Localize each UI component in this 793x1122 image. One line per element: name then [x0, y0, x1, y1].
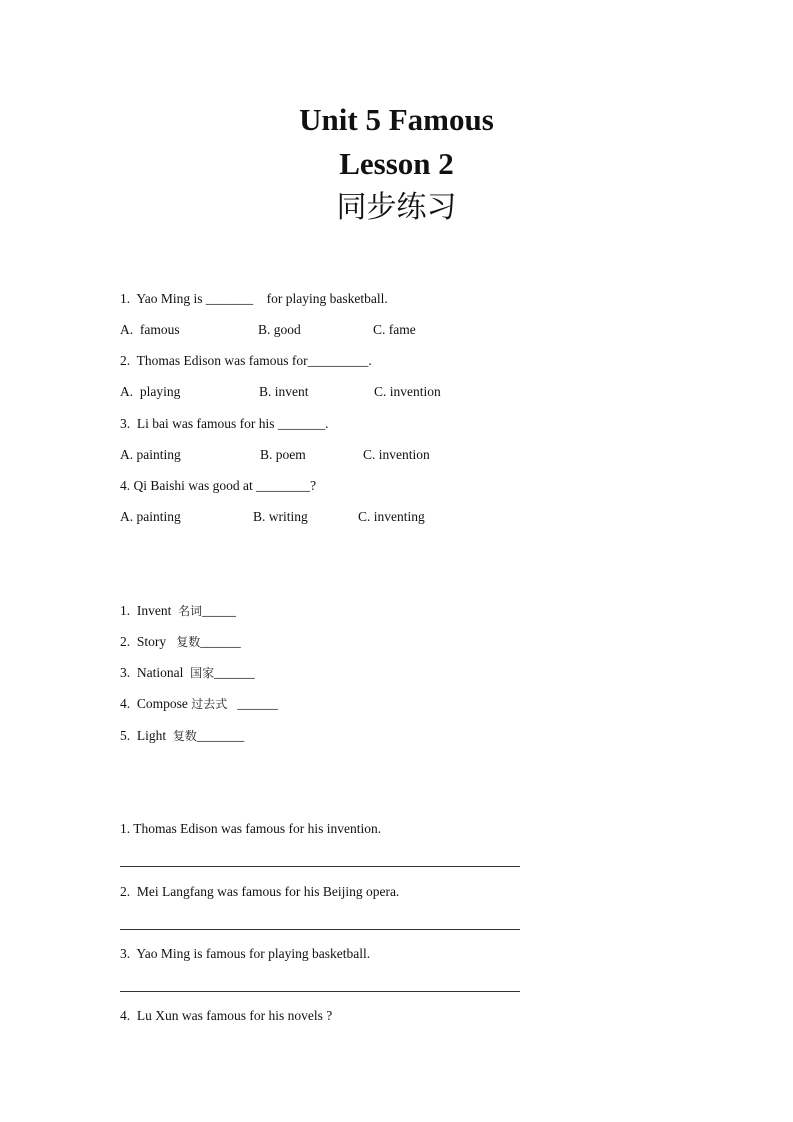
answer-blank: ______ — [214, 665, 255, 680]
word-item-1 — [120, 602, 236, 620]
word-form-hint: 复数 — [172, 729, 197, 743]
question-2: 2. Thomas Edison was famous for_________. — [120, 353, 372, 368]
word: 3. National — [120, 665, 191, 680]
answer-line-3 — [120, 991, 520, 992]
question-2-options — [120, 383, 520, 401]
option-c: C. inventing — [358, 509, 425, 524]
answer-blank: _______ — [196, 728, 245, 743]
answer-line-1 — [120, 866, 520, 867]
word-item-5 — [120, 727, 244, 745]
word-form-hint: 国家 — [190, 666, 215, 680]
question-4-options — [120, 508, 520, 526]
sentence-1: 1. Thomas Edison was famous for his invention. — [120, 821, 382, 836]
option-b: B. good — [258, 322, 301, 337]
question-3: 3. Li bai was famous for his _______. — [120, 416, 329, 431]
answer-blank: _____ — [202, 603, 236, 618]
answer-line-2 — [120, 929, 520, 930]
option-c: C. fame — [373, 322, 416, 337]
word-form-hint: 过去式 — [191, 697, 228, 711]
page-subtitle: 同步练习 — [336, 190, 457, 225]
answer-blank: ______ — [227, 696, 278, 711]
sentence-3: 3. Yao Ming is famous for playing basketball. — [120, 946, 371, 961]
lesson-title: Lesson 2 — [339, 146, 454, 181]
answer-blank: ______ — [200, 634, 241, 649]
option-c: C. invention — [363, 447, 430, 462]
sentence-4: 4. Lu Xun was famous for his novels ? — [120, 1008, 333, 1023]
option-a: A. famous — [120, 322, 180, 337]
word-item-2 — [120, 633, 241, 651]
title-block — [0, 98, 793, 230]
page-title: Unit 5 Famous — [299, 102, 494, 137]
word: 2. Story — [120, 634, 177, 649]
option-a: A. painting — [120, 509, 181, 524]
word-item-4 — [120, 695, 278, 713]
question-4: 4. Qi Baishi was good at ________? — [120, 478, 317, 493]
word-form-hint: 名词 — [178, 604, 203, 618]
question-3-options — [120, 446, 520, 464]
sentence-2: 2. Mei Langfang was famous for his Beijing opera. — [120, 884, 400, 899]
word-item-3 — [120, 664, 255, 682]
option-b: B. poem — [260, 447, 306, 462]
word: 5. Light — [120, 728, 173, 743]
question-1-options — [120, 321, 520, 339]
word: 1. Invent — [120, 603, 179, 618]
word-form-hint: 复数 — [176, 635, 201, 649]
option-c: C. invention — [374, 384, 441, 399]
option-a: A. painting — [120, 447, 181, 462]
word: 4. Compose — [120, 696, 192, 711]
option-b: B. writing — [253, 509, 308, 524]
option-a: A. playing — [120, 384, 181, 399]
question-1: 1. Yao Ming is _______ for playing basketball. — [120, 291, 388, 306]
option-b: B. invent — [259, 384, 309, 399]
